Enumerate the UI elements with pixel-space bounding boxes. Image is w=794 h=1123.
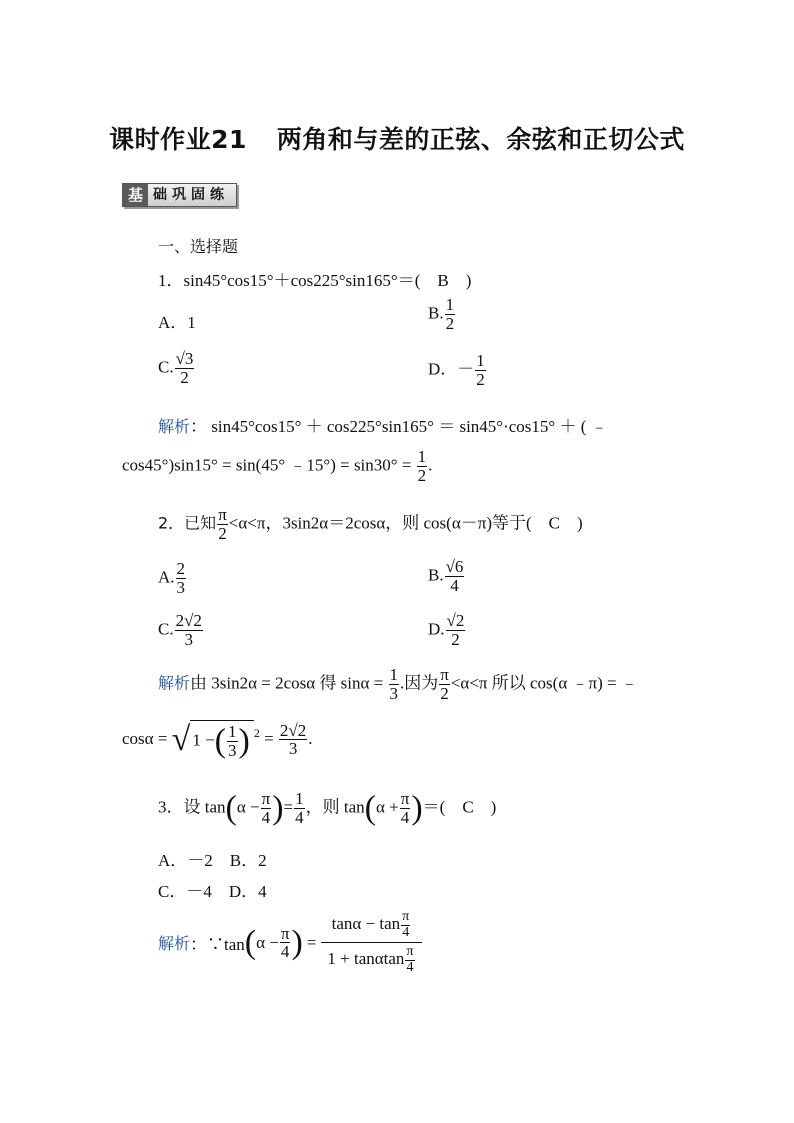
q2-solution-line1: 解析由 3sin2α = 2cosα 得 sinα = $\frac{1}{3}$ .因为 $\frac{\pi}{2}$ <α<π 所以 cos(α ﹣π) = ﹣	[158, 665, 638, 703]
q2-option-d: D. $\frac{√2}{2}$	[428, 611, 465, 649]
q2-option-b: B. $\frac{√6}{4}$	[428, 557, 464, 595]
q3-options-row1: A．－2 B．2	[158, 851, 267, 870]
q2-option-a: A. $\frac{2}{3}$	[158, 559, 186, 597]
section-heading: 一、选择题	[158, 237, 239, 256]
q3-options-row2: C．－4 D．4	[158, 882, 267, 901]
q2-solution-line2: cosα = √ 1 −( $\frac{1}{3}$ ) $^2$ = $\frac{2√2}{3}$ .	[122, 720, 313, 760]
solution-label: 解析	[158, 417, 191, 436]
q3-solution: 解析 ：∵tan ( α − $\frac{\pi}{4}$ ) = tanα − tan $\frac{\pi}{4}$ 1 + tanαtan $\frac{\pi}{4}$	[158, 910, 423, 976]
q1-solution-line2: cos45°)sin15° = sin(45° ﹣15°) = sin30° = $\frac{1}{2}$ .	[122, 447, 433, 485]
q2-stem: 2．已知 $\frac{\pi}{2}$ <α<π，3sin2α＝2cosα，则 cos(α－π)等于( C )	[158, 505, 583, 543]
banner-text: 础巩固练	[153, 187, 230, 203]
q1-solution-line1: 解析： sin45°cos15° ＋ cos225°sin165° ＝ sin45°·cos15° ＋ ( ﹣	[158, 417, 608, 436]
title-lesson: 课时作业21	[109, 125, 247, 154]
q1-option-d: D．－ $\frac{1}{2}$	[428, 351, 485, 389]
q2-option-c: C. $\frac{2√2}{3}$	[158, 611, 202, 649]
section-banner	[122, 183, 237, 207]
title-topic: 两角和与差的正弦、余弦和正切公式	[276, 125, 685, 154]
page-title	[0, 120, 794, 156]
q1-option-a: A．1	[158, 313, 196, 332]
q3-stem: 3．设 tan(α − $\frac{\pi}{4}$ )= $\frac{1}{4}$ ，则 tan(α + $\frac{\pi}{4}$ )＝( C )	[158, 789, 497, 827]
q1-stem: 1．sin45°cos15°＋cos225°sin165°＝( B )	[158, 271, 472, 290]
q1-option-b: B. $\frac{1}{2}$	[428, 295, 455, 333]
q1-option-c: C. $\frac{√3}{2}$	[158, 349, 194, 387]
banner-tag: 基	[123, 184, 148, 206]
q3-solution-fraction: tanα − tan $\frac{\pi}{4}$ 1 + tanαtan $\frac{\pi}{4}$	[321, 910, 421, 976]
